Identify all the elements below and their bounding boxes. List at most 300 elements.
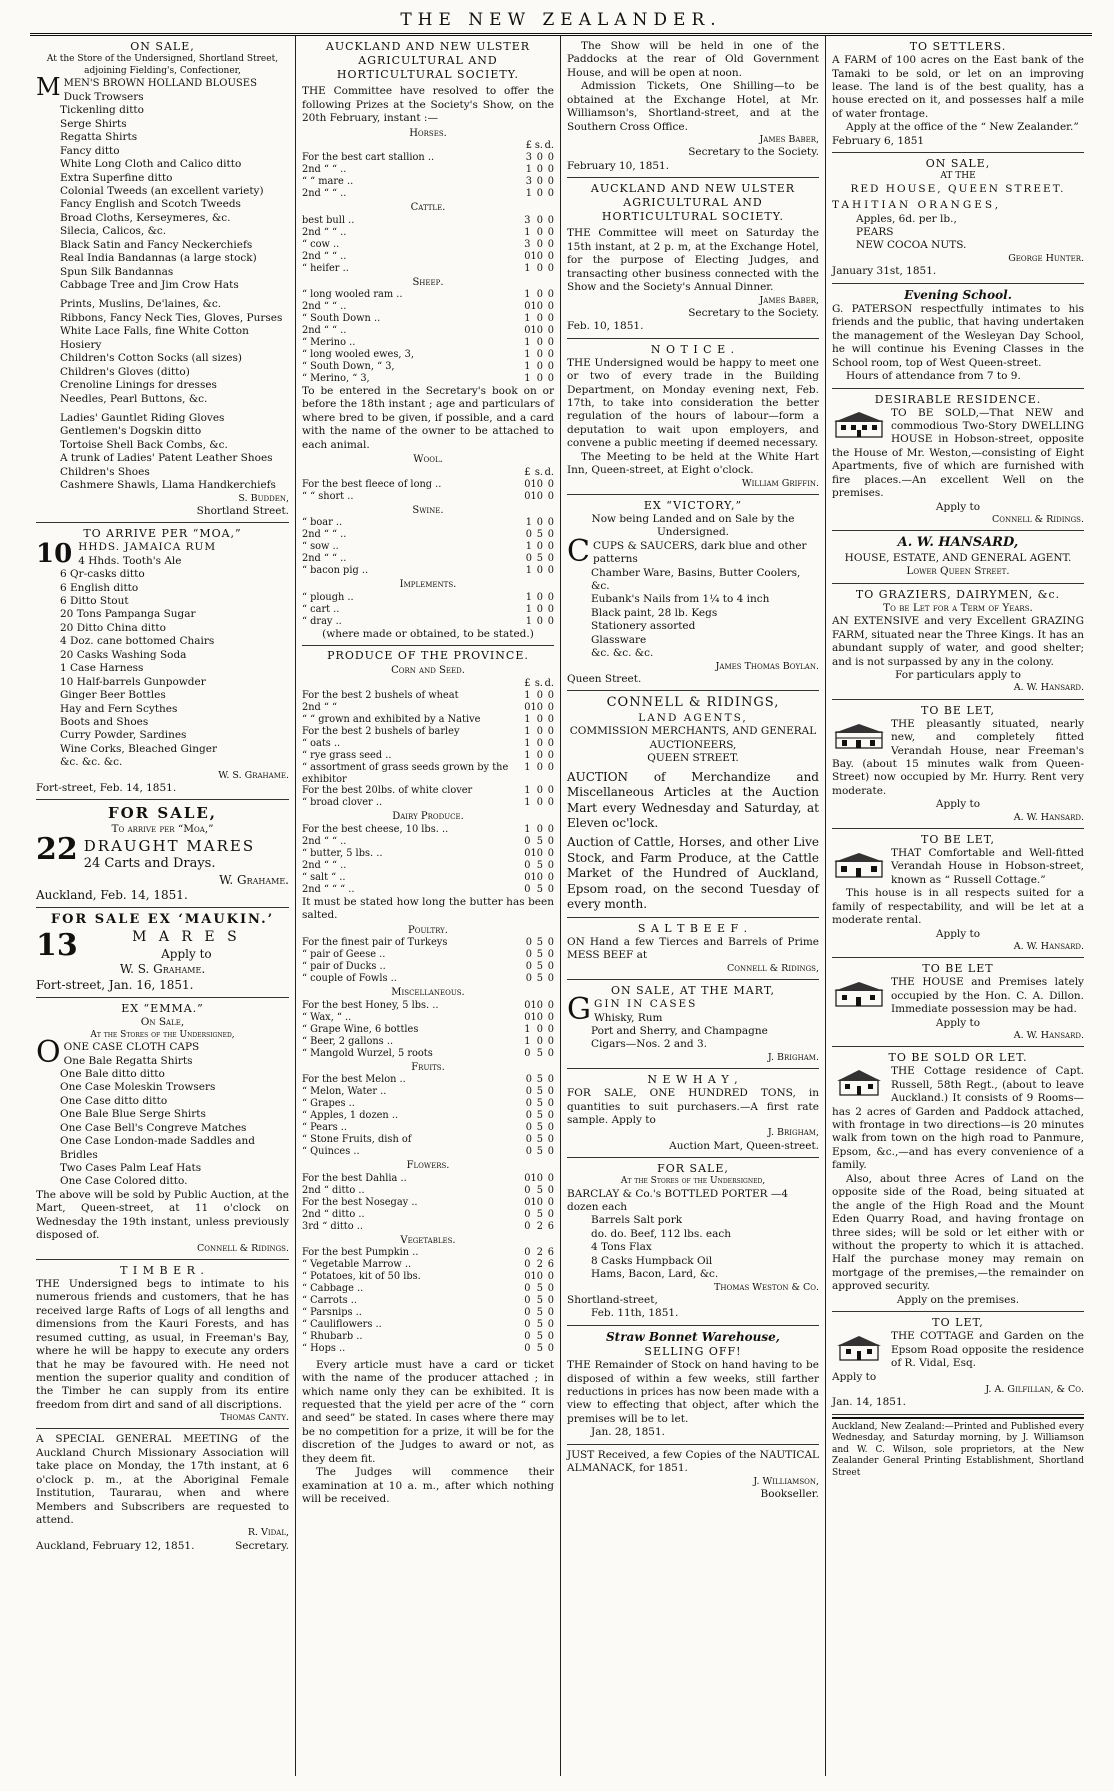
ad-body: THE HOUSE and Premises lately occupied by the Hon. C. A. Dillon. Immediate possession may be had. — [891, 976, 1084, 1016]
prize-amount: 5 — [536, 553, 543, 565]
prize-amount: 0 — [547, 713, 554, 725]
house-engraving-icon — [832, 720, 886, 750]
prize-amount: 0 — [547, 701, 554, 713]
place-date: Auckland, February 12, 1851. — [36, 1539, 195, 1552]
prize-amount: 1 — [525, 591, 532, 603]
prize-amount: 10 — [530, 1271, 543, 1283]
prize-amount: 5 — [536, 1295, 543, 1307]
ad-title: AUCKLAND AND NEW ULSTER AGRICULTURAL AND HORTICULTURAL SOCIETY. — [325, 40, 531, 82]
prize-amount: 0 — [524, 1330, 531, 1342]
prize-label: For the best fleece of long .. — [302, 478, 442, 490]
prize-row — [302, 949, 554, 961]
prize-label: “ long wooled ram .. — [302, 289, 403, 301]
house-engraving-icon — [832, 849, 886, 879]
prize-amount: 0 — [536, 785, 543, 797]
prize-amount: 0 — [547, 262, 554, 274]
prize-amount: 1 — [525, 517, 532, 529]
prize-row — [302, 479, 554, 491]
firm-line: COMMISSION MERCHANTS, AND GENERAL AUCTIONEERS, — [569, 725, 817, 751]
prize-amount: 0 — [547, 1086, 554, 1098]
prize-label: “ “ short .. — [302, 490, 354, 502]
prize-label: 2nd “ ditto .. — [302, 1184, 365, 1196]
prize-row — [302, 762, 554, 786]
prize-amount: 0 — [524, 490, 531, 502]
signature: S. Budden, — [238, 492, 289, 504]
cottage-engraving-icon — [832, 1067, 886, 1097]
prize-amount: 0 — [547, 349, 554, 360]
prize-amount: 5 — [536, 937, 543, 949]
prize-label: “ “ mare .. — [302, 176, 354, 188]
prize-label: “ Parsnips .. — [302, 1306, 362, 1318]
prize-amount: 1 — [524, 262, 531, 274]
signature: A. W. Hansard. — [1013, 811, 1084, 823]
signature: J. A. Gilfillan, & Co. — [985, 1383, 1084, 1395]
prize-label: 2nd “ “ .. — [302, 250, 347, 262]
ad-body: A FARM of 100 acres on the East bank of the Tamaki to be sold, or let on an improving lease. The land is of the best quality, has a house erected on it, and possesses half a mile of water frontage. — [832, 54, 1084, 120]
prize-label: “ broad clover .. — [302, 797, 383, 809]
prize-amount: 5 — [536, 1146, 543, 1158]
prize-label: “ pair of Ducks .. — [302, 961, 386, 973]
prize-amount: 0 — [547, 1110, 554, 1122]
ad-title: ON SALE, — [130, 40, 195, 53]
list-item: Whisky, Rum — [593, 1011, 663, 1024]
prize-amount: 0 — [547, 1047, 554, 1059]
item-list-a — [36, 91, 289, 293]
prize-amount: 0 — [525, 529, 532, 541]
prize-amount: 1 — [524, 689, 531, 701]
prize-label: “ Grapes .. — [302, 1098, 355, 1110]
ad-lead: TAHITIAN ORANGES, — [832, 199, 1002, 212]
ad-title: AUCKLAND AND NEW ULSTER AGRICULTURAL AND HORTICULTURAL SOCIETY. — [590, 182, 796, 224]
section-title: PRODUCE OF THE PROVINCE. — [302, 645, 554, 663]
prize-amount: 0 — [547, 1342, 554, 1354]
ad-title: EX “VICTORY,” — [643, 498, 743, 512]
prize-row — [302, 289, 554, 301]
prize-amount: 0 — [536, 737, 543, 749]
prize-row — [302, 1331, 554, 1343]
prize-note: It must be stated how long the butter has been salted. — [302, 895, 554, 922]
list-item: Extra Superfine ditto — [60, 171, 173, 184]
ad-title: TO ARRIVE PER “MOA,” — [83, 527, 242, 541]
list-item: 20 Ditto China ditto — [60, 621, 166, 634]
prize-row — [302, 1295, 554, 1307]
list-item: Chamber Ware, Basins, Butter Coolers, &c. — [591, 566, 801, 592]
prize-row — [302, 565, 554, 577]
prize-label: “ plough .. — [302, 591, 354, 603]
prize-amount: 5 — [536, 1122, 543, 1134]
prize-amount: 0 — [524, 301, 531, 313]
prize-label: For the best Honey, 5 lbs. .. — [302, 999, 439, 1011]
prize-label: “ Beer, 2 gallons .. — [302, 1035, 394, 1047]
prize-amount: 0 — [547, 1295, 554, 1307]
prize-amount: 0 — [547, 1271, 554, 1283]
prize-amount: 1 — [524, 337, 531, 349]
ad-subtitle: At the Stores of the Undersigned, — [620, 1176, 766, 1187]
prize-label: For the best Dahlia .. — [302, 1172, 407, 1184]
prize-amount: 0 — [547, 517, 554, 529]
prize-row — [302, 750, 554, 762]
prize-table — [302, 517, 554, 577]
list-item: Ribbons, Fancy Neck Ties, Gloves, Purses — [60, 311, 283, 324]
list-item: Tickenling ditto — [60, 104, 144, 117]
ad-title: TO SETTLERS. — [909, 40, 1007, 53]
prize-label: “ bacon pig .. — [302, 565, 369, 577]
big-number: 13 — [36, 928, 78, 964]
firm-line: QUEEN STREET. — [647, 752, 739, 765]
ad-line: Apply to — [161, 946, 212, 961]
prize-amount: 0 — [536, 824, 543, 836]
ad-subtitle: Now being Landed and on Sale by the Undersigned. — [591, 512, 795, 539]
prize-label: “ Grape Wine, 6 bottles — [302, 1023, 419, 1035]
signature: J. Brigham, — [767, 1127, 819, 1139]
date: Feb. 11th, 1851. — [591, 1307, 679, 1320]
prize-amount: 1 — [525, 615, 532, 627]
prize-amount: 10 — [530, 478, 543, 490]
ad-timber — [36, 1262, 289, 1430]
firm-line: LAND AGENTS, — [638, 711, 748, 724]
ad-title: TO BE LET, — [920, 703, 995, 717]
prize-table — [302, 140, 554, 200]
ad-connell-ridings — [567, 693, 819, 918]
prize-label: 2nd “ “ .. — [302, 529, 347, 541]
ad-hansard — [832, 533, 1084, 584]
signature: J. Brigham. — [767, 1051, 819, 1063]
column-3 — [560, 36, 825, 1776]
list-item: Black paint, 28 lb. Kegs — [591, 606, 718, 619]
ad-subtitle: AT THE — [940, 171, 976, 182]
item-list — [36, 555, 289, 770]
prize-amount: 5 — [536, 1208, 543, 1220]
item-list-b — [36, 298, 289, 406]
prize-amount: 5 — [536, 836, 543, 848]
ad-body: TO BE SOLD,—That NEW and commodious Two-Story DWELLING HOUSE in Hobson-street, opposite the House of Mr. Weston,—consisting of Eight Apartments, five of which are furnished with fire places.—An excellent Well on the premises. — [832, 406, 1084, 500]
list-item: Children's Gloves (ditto) — [60, 365, 190, 378]
list-item: Serge Shirts — [60, 117, 127, 130]
ad-title: FOR SALE, — [107, 804, 218, 823]
prize-label: 2nd “ “ .. — [302, 836, 347, 848]
columns — [30, 36, 1092, 1776]
prize-amount: 1 — [524, 761, 531, 773]
ad-apply: Apply to — [935, 500, 981, 513]
prize-amount: 0 — [547, 214, 554, 226]
prize-label: 2nd “ “ .. — [302, 226, 347, 238]
prize-amount: 0 — [524, 1184, 531, 1196]
prize-label: “ pair of Geese .. — [302, 949, 386, 961]
prize-amount: 0 — [525, 949, 532, 961]
prize-amount: 1 — [524, 313, 531, 325]
ad-body: ON Hand a few Tierces and Barrels of Prime MESS BEEF at — [567, 936, 819, 962]
signature: William Griffin. — [741, 477, 819, 489]
prize-row — [302, 785, 554, 797]
ad-straw-bonnet — [567, 1328, 819, 1445]
ad-place: RED HOUSE, QUEEN STREET. — [850, 182, 1066, 195]
prize-amount: 0 — [536, 349, 543, 360]
ad-place: Lower Queen Street. — [906, 565, 1010, 578]
prize-amount: 0 — [536, 188, 543, 200]
prize-amount: 1 — [524, 725, 531, 737]
prize-amount: 0 — [536, 164, 543, 176]
prize-section-title: Fruits. — [411, 1061, 445, 1073]
signature: George Hunter. — [1008, 252, 1084, 264]
prize-amount: 0 — [547, 883, 554, 895]
ad-title: EX “EMMA.” — [121, 1002, 204, 1016]
prize-row — [302, 860, 554, 872]
money-header: s. — [534, 140, 543, 152]
prize-amount: 0 — [524, 1247, 531, 1259]
prize-label: 2nd “ “ .. — [302, 553, 347, 565]
list-item: Broad Cloths, Kerseymeres, &c. — [60, 211, 231, 224]
date: January 31st, 1851. — [832, 265, 937, 278]
money-header: £ — [524, 466, 531, 478]
prize-amount: 0 — [547, 1134, 554, 1146]
prize-footer: The Judges will commence their examination at 10 a. m., after which nothing will be received. — [302, 1466, 554, 1506]
prize-label: “ Potatoes, kit of 50 lbs. — [302, 1271, 421, 1283]
ad-to-arrive-moa — [36, 525, 289, 800]
prize-label: For the best 2 bushels of barley — [302, 725, 460, 737]
prize-row — [302, 517, 554, 529]
ad-new-hay — [567, 1071, 819, 1158]
prize-amount: 0 — [525, 553, 532, 565]
prize-label: “ cart .. — [302, 603, 340, 615]
list-item: 4 Hhds. Tooth's Ale — [78, 554, 182, 567]
list-item: NEW COCOA NUTS. — [856, 239, 967, 252]
prize-amount: 0 — [547, 1196, 554, 1208]
list-item: 1 Case Harness — [60, 662, 144, 675]
ad-body: THAT Comfortable and Well-fitted Verandah House in Hobson-street, known as “ Russell Cottage.” — [891, 846, 1084, 886]
prize-row — [302, 937, 554, 949]
prize-label: 2nd “ “ .. — [302, 301, 347, 313]
prize-row — [302, 1110, 554, 1122]
list-item: One Case Bell's Congreve Matches — [60, 1121, 247, 1134]
prize-amount: 0 — [536, 761, 543, 773]
signature: W. S. Grahame. — [218, 769, 289, 781]
prize-row — [302, 872, 554, 884]
ad-to-be-let-2 — [832, 831, 1084, 958]
list-item: Curry Powder, Sardines — [60, 729, 187, 742]
prize-label: “ South Down, “ 3, — [302, 360, 395, 372]
list-item: One Bale Blue Serge Shirts — [60, 1108, 206, 1121]
prize-amount: 0 — [547, 301, 554, 313]
prize-amount: 1 — [524, 372, 531, 384]
place-date: Fort-street, Feb. 14, 1851. — [36, 781, 177, 794]
list-item: Wine Corks, Bleached Ginger — [60, 742, 218, 755]
ad-title: S A L T B E E F . — [637, 921, 749, 935]
prize-table — [302, 592, 554, 628]
prize-amount: 0 — [524, 701, 531, 713]
prize-row — [302, 1221, 554, 1233]
list-item: Tortoise Shell Back Combs, &c. — [60, 438, 228, 451]
ad-body: JUST Received, a few Copies of the NAUTICAL ALMANACK, for 1851. — [567, 1448, 819, 1475]
prize-row — [302, 176, 554, 188]
prize-row — [302, 848, 554, 860]
list-item: White Lace Falls, fine White Cotton Hosiery — [60, 325, 249, 351]
ad-title: Evening School. — [904, 287, 1012, 302]
ad-body: THE pleasantly situated, nearly new, and completely fitted Verandah House, near Freeman's Bay. (about 15 minutes walk from Queen-Street) now occupied by Mr. Hurry. Rent very moderate. — [832, 717, 1084, 797]
prize-row — [302, 1259, 554, 1271]
prize-label: For the best 2 bushels of wheat — [302, 689, 459, 701]
ad-apply: Apply to — [935, 798, 981, 811]
prize-amount: 0 — [547, 973, 554, 985]
prize-row — [302, 1209, 554, 1221]
prize-row — [302, 797, 554, 809]
ad-apply: Apply to — [832, 1370, 877, 1383]
ad-body: This house is in all respects suited for a family of respectability, and will be let at a moderate rental. — [832, 887, 1084, 927]
prize-amount: 0 — [547, 785, 554, 797]
prize-amount: 0 — [524, 1047, 531, 1059]
prize-row — [302, 1074, 554, 1086]
prize-table — [302, 937, 554, 985]
prize-label: 2nd “ “ — [302, 701, 338, 713]
ad-body: AUCTION of Merchandize and Miscellaneous Articles at the Auction Mart every Wednesday and Saturday, at Eleven oc'lock. — [567, 769, 819, 831]
prize-row — [302, 973, 554, 985]
prize-label: “ Mangold Wurzel, 5 roots — [302, 1047, 433, 1059]
list-item: Hay and Fern Scythes — [60, 702, 178, 715]
prize-row — [302, 373, 554, 385]
ad-body: THE Remainder of Stock on hand having to be disposed of within a few weeks, still farther reductions in prices has now been made with a view to effecting that object, after which the premises will be to let. — [567, 1359, 819, 1425]
ad-title: FOR SALE EX ‘MAUKIN.’ — [50, 912, 275, 928]
prize-section-title: Dairy Produce. — [392, 811, 464, 823]
prize-label: “ long wooled ewes, 3, — [302, 349, 414, 360]
prize-amount: 0 — [547, 289, 554, 301]
ad-title: T I M B E R . — [120, 1263, 205, 1277]
list-item: Silecia, Calicos, &c. — [60, 225, 167, 238]
prize-amount: 1 — [524, 785, 531, 797]
prize-label: “ dray .. — [302, 615, 342, 627]
prize-row — [302, 313, 554, 325]
prize-amount: 0 — [547, 603, 554, 615]
list-item: Hams, Bacon, Lard, &c. — [591, 1268, 719, 1281]
date: Jan. 28, 1851. — [591, 1426, 666, 1439]
prize-amount: 0 — [547, 360, 554, 372]
money-header: d. — [544, 678, 554, 690]
prize-amount: 1 — [524, 713, 531, 725]
list-item: Gentlemen's Dogskin ditto — [60, 425, 202, 438]
prize-label: “ Carrots .. — [302, 1295, 358, 1307]
prize-label: 2nd “ ditto .. — [302, 1208, 365, 1220]
list-item: One Case ditto ditto — [60, 1094, 168, 1107]
prize-row — [302, 1048, 554, 1060]
prize-label: “ Hops .. — [302, 1342, 346, 1354]
prize-amount: 0 — [524, 1220, 531, 1232]
prize-amount: 0 — [547, 238, 554, 250]
signature: R. Vidal, — [247, 1527, 289, 1539]
ad-body: A SPECIAL GENERAL MEETING of the Auckland Church Missionary Association will take place on Monday, the 17th instant, at 6 o'clock p. m., at the Aboriginal Female Institution, Taurarau, when and where Members and Subscribers are requested to attend. — [36, 1433, 289, 1527]
ad-tahitian-oranges — [832, 155, 1084, 283]
ad-gin: ON SALE, AT THE MART, GGIN IN CASES Whisky, Rum Port and Sherry, and Champagne Cigars—Nos. 2 and 3. J. Brigham. — [567, 982, 819, 1069]
prize-amount: 5 — [536, 1134, 543, 1146]
ad-title: FOR SALE, — [657, 1162, 729, 1175]
prize-amount: 1 — [525, 541, 532, 553]
prize-table — [302, 1173, 554, 1233]
ad-subtitle: To be Let for a Term of Years. — [883, 601, 1033, 614]
ad-to-be-let-1 — [832, 702, 1084, 829]
prize-row — [302, 884, 554, 896]
list-item: 6 Ditto Stout — [60, 595, 129, 608]
prize-amount: 3 — [525, 176, 532, 188]
prize-label: “ Vegetable Marrow .. — [302, 1259, 412, 1271]
prize-amount: 0 — [524, 1208, 531, 1220]
prize-label: 2nd “ “ “ .. — [302, 883, 355, 895]
ad-lead: CUPS & SAUCERS, dark blue and other patterns — [592, 539, 807, 566]
prize-label: For the best cart stallion .. — [302, 152, 435, 164]
prize-amount: 0 — [525, 1086, 532, 1098]
list-item: Glassware — [591, 633, 647, 646]
ad-lead: GIN IN CASES — [593, 998, 698, 1011]
prize-label: “ Rhubarb .. — [302, 1330, 363, 1342]
prize-row — [302, 1134, 554, 1146]
ad-lead: HHDS. JAMAICA RUM — [78, 541, 217, 554]
prize-amount: 1 — [524, 349, 531, 360]
prize-amount: 10 — [530, 301, 543, 313]
prize-amount: 0 — [547, 188, 554, 200]
money-header: d. — [544, 466, 554, 478]
ad-body: THE Undersigned would be happy to meet one or two of every trade in the Building Department, on Monday evening next, Feb. 17th, to take into consideration the better regulation of the hours of labour—form a deputation to wait upon employers, and convene a public meeting if deemed necessary. — [567, 356, 819, 450]
prize-amount: 0 — [547, 797, 554, 809]
prize-amount: 0 — [547, 1283, 554, 1295]
prize-amount: 0 — [547, 164, 554, 176]
prize-amount: 0 — [547, 565, 554, 577]
ad-body: The above will be sold by Public Auction, at the Mart, Queen-street, at 11 o'clock on Wednesday the 19th instant, unless previously disposed of. — [36, 1188, 289, 1242]
prize-section-title: Flowers. — [406, 1160, 450, 1172]
list-item: 20 Tons Pampanga Sugar — [60, 608, 196, 621]
prize-amount: 0 — [547, 949, 554, 961]
list-item: White Long Cloth and Calico ditto — [60, 158, 242, 171]
prize-amount: 0 — [547, 848, 554, 859]
prize-amount: 5 — [536, 1110, 543, 1122]
prize-amount: 0 — [536, 360, 543, 372]
ad-title: Straw Bonnet Warehouse, — [606, 1329, 780, 1344]
prize-row — [302, 491, 554, 503]
ad-body: THE Committee will meet on Saturday the 15th instant, at 2 p. m, at the Exchange Hotel, for the purpose of Electing Judges, and transacting other business connected with the Show and the Society's Annual Dinner. — [567, 227, 819, 294]
prize-amount: 0 — [547, 325, 554, 337]
list-item: Colonial Tweeds (an excellent variety) — [60, 184, 264, 197]
ad-ex-emma: EX “EMMA.” On Sale, At the Stores of the Undersigned, OONE CASE CLOTH CAPS One Bale Regatta Shirts One Bale ditto ditto One Case Moleskin Trowsers One Case ditto ditto One Bale Blue Serge Shirts One Case Bell's Congreve Matches One Case London-made Saddles and Bridles Two Cases Palm Leaf Hats One Case Colored ditto. The above will be sold by Public Auction, at the Mart, Queen-street, at 11 o'clock on Wednesday the 19th instant, unless previously disposed of. Connell & Ridings. — [36, 1000, 289, 1260]
ad-sold-or-let — [832, 1049, 1084, 1312]
list-item: PEARS — [856, 226, 894, 239]
prize-label: “ Cabbage .. — [302, 1283, 364, 1295]
house-engraving-icon — [832, 978, 886, 1008]
prize-row — [302, 325, 554, 337]
ad-title: ON SALE, AT THE MART, — [610, 984, 776, 998]
prize-amount: 0 — [524, 1342, 531, 1354]
prize-amount: 0 — [547, 1023, 554, 1035]
prize-amount: 5 — [536, 1330, 543, 1342]
prize-amount: 0 — [547, 1318, 554, 1330]
prize-label: “ rye grass seed .. — [302, 749, 392, 761]
prize-amount: 5 — [536, 859, 543, 871]
list-item: Spun Silk Bandannas — [60, 265, 174, 278]
prize-label: “ Apples, 1 dozen .. — [302, 1110, 399, 1122]
prize-amount: 0 — [536, 337, 543, 349]
prize-section-title: Miscellaneous. — [391, 987, 465, 999]
prize-amount: 0 — [524, 871, 531, 883]
prize-footer: Every article must have a card or ticket with the name of the producer attached ; in which name only they can be exhibited. It is requested that the yield per acre of the “ corn and seed” be stated. In cases where there may be no competition for a prize, it will be for the discretion of the Judges to award or not, as they deem fit. — [302, 1358, 554, 1465]
ad-apply: Apply at the office of the “ New Zealander.” — [846, 121, 1079, 134]
prize-row — [302, 1173, 554, 1185]
prize-label: “ Melon, Water .. — [302, 1086, 387, 1098]
ad-to-settlers — [832, 38, 1084, 153]
prize-row — [302, 1012, 554, 1024]
ad-nautical-almanack — [567, 1447, 819, 1505]
prize-section-title: Implements. — [399, 579, 457, 591]
prize-amount: 1 — [524, 226, 531, 238]
list-item: Cigars—Nos. 2 and 3. — [591, 1038, 707, 1051]
prize-amount: 0 — [547, 871, 554, 883]
prize-amount: 0 — [524, 883, 531, 895]
list-item: 6 Qr-casks ditto — [60, 568, 145, 581]
place: Queen Street. — [567, 672, 642, 685]
list-item: 10 Half-barrels Gunpowder — [60, 675, 206, 688]
